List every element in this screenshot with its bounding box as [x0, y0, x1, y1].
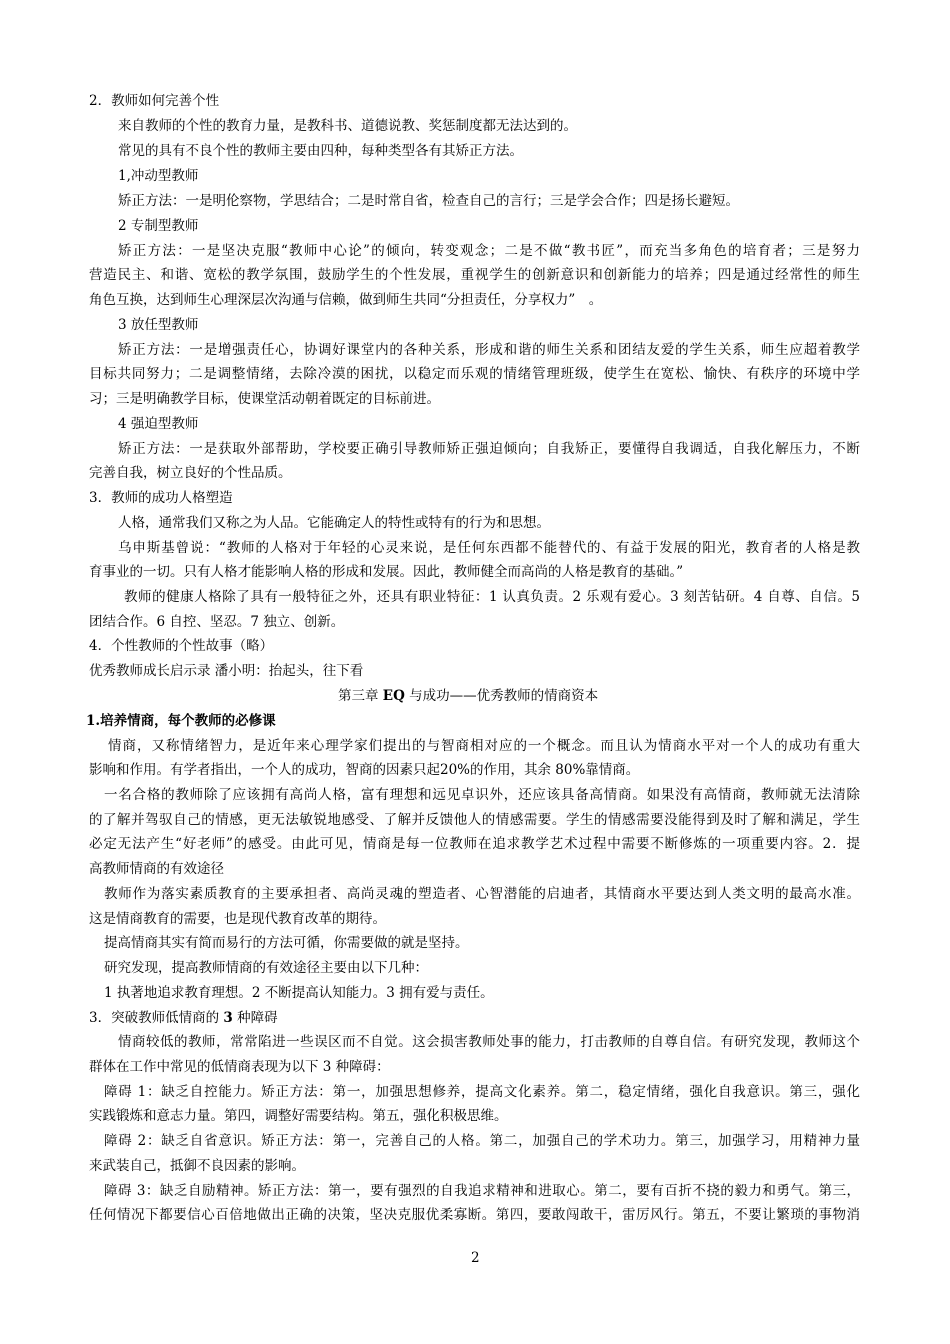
paragraph-line: 乌申斯基曾说：“教师的人格对于年轻的心灵来说，是任何东西都不能替代的、有益于发展的阳光，教育者的人格是教	[118, 540, 860, 556]
paragraph-line: 完善自我，树立良好的个性品质。	[89, 465, 292, 481]
paragraph-line: 1 执著地追求教育理想。2 不断提高认知能力。3 拥有爱与责任。	[104, 985, 494, 1001]
heading-section-2: 2．教师如何完善个性	[89, 93, 220, 109]
heading-cultivate-eq: 1.培养情商，每个教师的必修课	[86, 713, 276, 729]
paragraph-line: 这是情商教育的需要，也是现代教育改革的期待。	[89, 911, 386, 927]
paragraph-line: 人格，通常我们又称之为人品。它能确定人的特性或特有的行为和思想。	[118, 515, 550, 531]
paragraph-line: 群体在工作中常见的低情商表现为以下 3 种障碍：	[89, 1059, 390, 1075]
paragraph-line: 角色互换，达到师生心理深层次沟通与信赖，做到师生共同“分担责任，分享权力” 。	[89, 292, 603, 308]
page-number: 2	[471, 1250, 480, 1266]
paragraph-line: 优秀教师成长启示录 潘小明：抬起头，往下看	[89, 663, 364, 679]
subheading-compulsive: 4 强迫型教师	[118, 416, 199, 432]
paragraph-line: 目标共同努力；二是调整情绪，去除冷漠的困扰，以稳定而乐观的情绪管理班级，使学生在宽松、愉快、有秩序的环境中学	[89, 366, 860, 382]
paragraph-line: 高教师情商的有效途径	[89, 861, 224, 877]
paragraph-line: 的了解并驾驭自己的情感，更无法敏锐地感受、了解并反馈他人的情感需要。学生的情感需要没能得到及时了解和满足，学生	[89, 812, 860, 828]
heading-section-4: 4．个性教师的个性故事（略）	[89, 638, 274, 654]
paragraph-line: 任何情况下都要信心百倍地做出正确的决策，坚决克服优柔寡断。第四，要敢闯敢干，雷厉风行。第五，不要让繁琐的事物消	[89, 1207, 860, 1223]
paragraph-line: 育事业的一切。只有人格才能影响人格的形成和发展。因此，教师健全而高尚的人格是教育的基础。”	[89, 564, 684, 580]
paragraph-line: 研究发现，提高教师情商的有效途径主要由以下几种：	[104, 960, 428, 976]
paragraph-line: 一名合格的教师除了应该拥有高尚人格，富有理想和远见卓识外，还应该具备高情商。如果没有高情商，教师就无法清除	[104, 787, 860, 803]
paragraph-line: 必定无法产生“好老师”的感受。由此可见，情商是每一位教师在追求教学艺术过程中需要不断修炼的一项重要内容。2．提	[89, 836, 860, 852]
subheading-impulsive: 1,冲动型教师	[118, 168, 199, 184]
paragraph-line: 常见的具有不良个性的教师主要由四种，每种类型各有其矫正方法。	[118, 143, 523, 159]
chapter-title: 第三章 EQ 与成功——优秀教师的情商资本	[338, 688, 599, 704]
paragraph-line: 来武装自己，抵御不良因素的影响。	[89, 1158, 305, 1174]
paragraph-line: 营造民主、和谐、宽松的教学氛围，鼓励学生的个性发展，重视学生的创新意识和创新能力的培养；四是通过经常性的师生	[89, 267, 860, 283]
paragraph-line: 团结合作。6 自控、坚忍。7 独立、创新。	[89, 614, 345, 630]
paragraph-line: 障碍 3：缺乏自励精神。矫正方法：第一，要有强烈的自我追求精神和进取心。第二，要有百折不挠的毅力和勇气。第三，	[104, 1183, 860, 1199]
paragraph-line: 提高情商其实有简而易行的方法可循，你需要做的就是坚持。	[104, 935, 469, 951]
subheading-autocratic: 2 专制型教师	[118, 218, 199, 234]
paragraph-line: 矫正方法：一是增强责任心，协调好课堂内的各种关系，形成和谐的师生关系和团结友爱的学生关系，师生应超着教学	[118, 342, 860, 358]
paragraph-line: 矫正方法：一是明伦察物，学思结合；二是时常自省，检查自己的言行；三是学会合作；四是扬长避短。	[118, 193, 739, 209]
heading-section-3: 3．教师的成功人格塑造	[89, 490, 233, 506]
paragraph-line: 来自教师的个性的教育力量，是教科书、道德说教、奖惩制度都无法达到的。	[118, 118, 577, 134]
paragraph-line: 情商较低的教师，常常陷进一些误区而不自觉。这会损害教师处事的能力，打击教师的自尊自信。有研究发现，教师这个	[118, 1034, 860, 1050]
paragraph-line: 矫正方法：一是坚决克服“教师中心论”的倾向，转变观念；二是不做“教书匠”，而充当多角色的培育者；三是努力	[118, 243, 860, 259]
paragraph-line: 教师的健康人格除了具有一般特征之外，还具有职业特征：1 认真负责。2 乐观有爱心。3 刻苦钻研。4 自尊、自信。5	[124, 589, 860, 605]
paragraph-line: 影响和作用。有学者指出，一个人的成功，智商的因素只起20%的作用，其余 80%靠情商。	[89, 762, 640, 778]
paragraph-line: 障碍 1：缺乏自控能力。矫正方法：第一，加强思想修养，提高文化素养。第二，稳定情绪，强化自我意识。第三，强化	[104, 1084, 860, 1100]
paragraph-line: 矫正方法：一是获取外部帮助，学校要正确引导教师矫正强迫倾向；自我矫正，要懂得自我调适，自我化解压力，不断	[118, 441, 860, 457]
subheading-laissez-faire: 3 放任型教师	[118, 317, 199, 333]
paragraph-line: 实践锻炼和意志力量。第四，调整好需要结构。第五，强化积极思维。	[89, 1108, 508, 1124]
paragraph-line: 教师作为落实素质教育的主要承担者、高尚灵魂的塑造者、心智潜能的启迪者，其情商水平要达到人类文明的最高水准。	[104, 886, 860, 902]
paragraph-line: 障碍 2：缺乏自省意识。矫正方法：第一，完善自己的人格。第二，加强自己的学术功力。第三，加强学习，用精神力量	[104, 1133, 860, 1149]
paragraph-line: 习；三是明确教学目标，使课堂活动朝着既定的目标前进。	[89, 391, 440, 407]
paragraph-line: 情商，又称情绪智力，是近年来心理学家们提出的与智商相对应的一个概念。而且认为情商水平对一个人的成功有重大	[108, 738, 860, 754]
heading-three-barriers: 3．突破教师低情商的 3 种障碍	[89, 1010, 278, 1026]
